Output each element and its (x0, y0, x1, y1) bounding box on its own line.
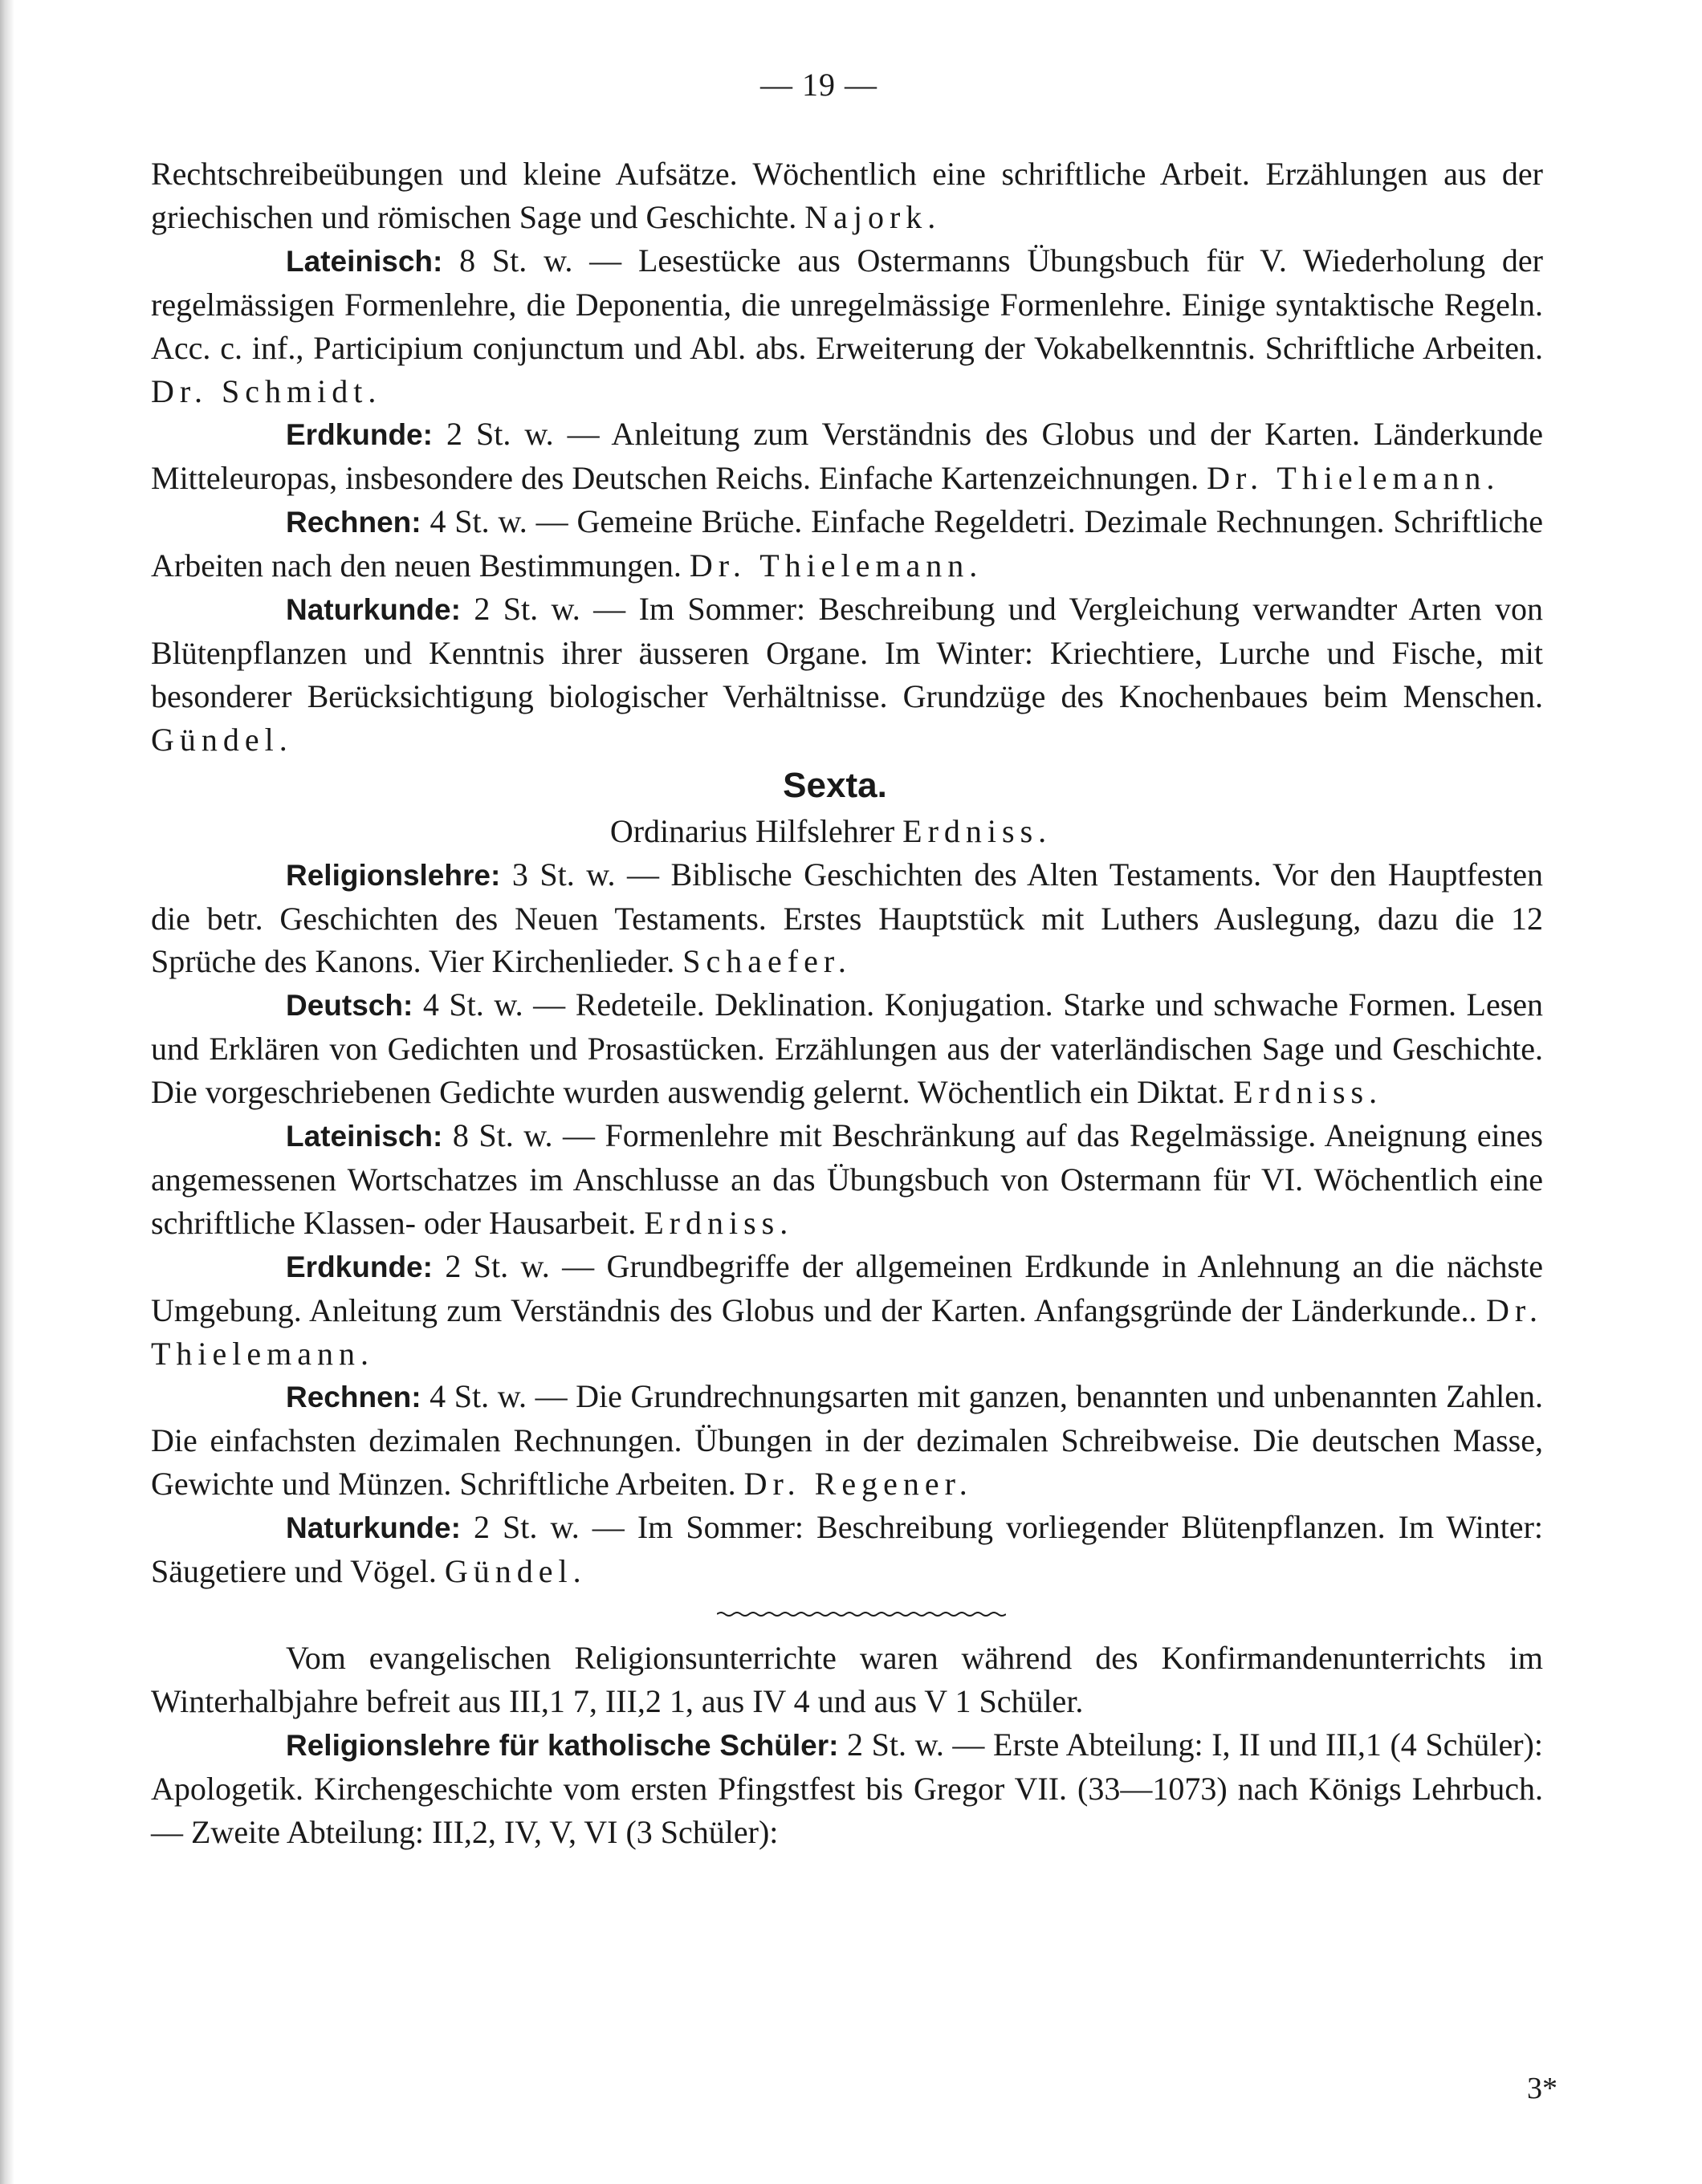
wavy-divider (717, 1611, 1006, 1617)
teacher-name: Dr. Regener. (743, 1466, 973, 1503)
subject-label: Religionslehre für katholische Schüler: (286, 1728, 839, 1762)
teacher-name: Dr. Schmidt. (151, 372, 382, 409)
subject-entry (151, 500, 1543, 588)
subject-entry (151, 1245, 1543, 1376)
subject-text: 2 St. w. — Im Sommer: Beschreibung und Vergleichung verwandter Arten von Blütenpflanzen und Kenntnis ihrer äusseren Organe. Im Winter: Kriechtiere, Lurche und Fische, mit besonderer Berücksichtigung biologischer Verhältnisse. Grundzüge des Knochenbaues beim Menschen. (151, 591, 1543, 714)
signature-mark: 3* (1527, 2072, 1557, 2105)
subject-text: 2 St. w. — Grundbegriffe der allgemeinen Erdkunde in Anlehnung an die nächste Umgebung. Anleitung zum Verständnis des Globus und der Karten. Anfangsgründe der Länderkunde.. (151, 1247, 1543, 1328)
subject-entry (151, 983, 1543, 1114)
subject-entry (151, 1114, 1543, 1245)
subject-label: Erdkunde: (286, 1250, 433, 1283)
subject-entry (151, 853, 1543, 984)
subject-text: 4 St. w. — Die Grundrechnungsarten mit ganzen, benannten und unbenannten Zahlen. Die einfachsten dezimalen Rechnungen. Übungen in der dezimalen Schreibweise. Die deutschen Masse, Gewichte und Münzen. Schriftliche Arbeiten. (151, 1378, 1543, 1503)
subject-label: Deutsch: (286, 989, 413, 1023)
divider-wrap (151, 1593, 1543, 1637)
subject-label: Naturkunde: (286, 593, 461, 627)
subject-label: Naturkunde: (286, 1511, 461, 1545)
subject-label: Lateinisch: (286, 1120, 443, 1153)
teacher-name: Gündel. (444, 1553, 587, 1590)
intro-text: Rechtschreibeübungen und kleine Aufsätze. Wöchentlich eine schriftliche Arbeit. Erzählungen aus der griechischen und römischen Sage und Geschichte. (151, 156, 1543, 235)
teacher-name: Najork. (804, 198, 942, 235)
subject-text: 2 St. w. — Erste Abteilung: I, II und III,1 (4 Schüler): Apologetik. Kirchengeschichte vom ersten Pfingstfest bis Gregor VII. (33—1073) nach Königs Lehrbuch. — Zweite Abteilung: III,2, IV, V, VI (3 Schüler): (151, 1726, 1543, 1850)
subject-entry (151, 413, 1543, 500)
subject-text: 2 St. w. — Anleitung zum Verständnis des Globus und der Karten. Länderkunde Mitteleuropas, insbesondere des Deutschen Reichs. Einfache Kartenzeichnungen. (151, 416, 1544, 497)
subject-entry (151, 588, 1543, 762)
subject-text: 2 St. w. — Im Sommer: Beschreibung vorliegender Blütenpflanzen. Im Winter: Säugetiere und Vögel. (151, 1509, 1543, 1590)
ordinarius-line (119, 810, 1543, 853)
teacher-name: Dr. Thielemann. (689, 547, 983, 584)
page-number: — 19 — (760, 67, 877, 103)
subject-label: Lateinisch: (286, 244, 443, 278)
document-body (151, 153, 1543, 1854)
teacher-name: Dr. Thielemann. (1207, 460, 1500, 497)
teacher-name: Erdniss. (1233, 1074, 1383, 1111)
ordinarius-name: Erdniss. (902, 812, 1053, 849)
subject-label: Rechnen: (286, 1381, 421, 1414)
subject-label: Erdkunde: (286, 418, 433, 452)
section-heading-sexta: Sexta. (783, 765, 887, 805)
teacher-name: Erdniss. (644, 1204, 794, 1241)
exemption-text: Vom evangelischen Religionsunterrichte waren während des Konfirmandenunterrichts im Winterhalbjahre befreit aus III,1 7, III,2 1, aus IV 4 und aus V 1 Schüler. (151, 1640, 1543, 1719)
subject-entry (151, 239, 1543, 413)
subject-text: 3 St. w. — Biblische Geschichten des Alten Testaments. Vor den Hauptfesten die betr. Geschichten des Neuen Testaments. Erstes Hauptstück mit Luthers Auslegung, dazu die 12 Sprüche des Kanons. Vier Kirchenlieder. (151, 856, 1543, 980)
exemption-paragraph (151, 1637, 1543, 1723)
page-edge-shadow (0, 0, 14, 2184)
teacher-name: Gündel. (151, 721, 293, 758)
subject-entry (151, 1375, 1543, 1506)
subject-entry (151, 1506, 1543, 1593)
subject-text: 8 St. w. — Formenlehre mit Beschränkung auf das Regelmässige. Aneignung eines angemessenen Wortschatzes im Anschlusse an das Übungsbuch von Ostermann für VI. Wöchentlich eine schriftliche Klassen- oder Hausarbeit. (151, 1117, 1543, 1241)
subject-text: 4 St. w. — Redeteile. Deklination. Konjugation. Starke und schwache Formen. Lesen und Erklären von Gedichten und Prosastücken. Erzählungen aus der vaterländischen Sage und Geschichte. Die vorgeschriebenen Gedichte wurden auswendig gelernt. Wöchentlich ein Diktat. (151, 986, 1544, 1111)
subject-label: Religionslehre: (286, 858, 501, 892)
teacher-name: Schaefer. (682, 943, 852, 980)
catholic-religion-entry (151, 1723, 1543, 1854)
teacher-name: Dr. Thielemann. (151, 1291, 1543, 1372)
ordinarius-label: Ordinarius Hilfslehrer (609, 812, 895, 849)
subject-text: 4 St. w. — Gemeine Brüche. Einfache Regeldetri. Dezimale Rechnungen. Schriftliche Arbeiten nach den neuen Bestimmungen. (151, 503, 1544, 584)
subject-label: Rechnen: (286, 506, 421, 539)
subject-text: 8 St. w. — Lesestücke aus Ostermanns Übungsbuch für V. Wiederholung der regelmässigen Formenlehre, die Deponentia, die unregelmässige Formenlehre. Einige syntaktische Regeln. Acc. c. inf., Participium conjunctum und Abl. abs. Erweiterung der Vokabelkenntnis. Schriftliche Arbeiten. (151, 242, 1543, 366)
intro-paragraph (151, 153, 1543, 239)
